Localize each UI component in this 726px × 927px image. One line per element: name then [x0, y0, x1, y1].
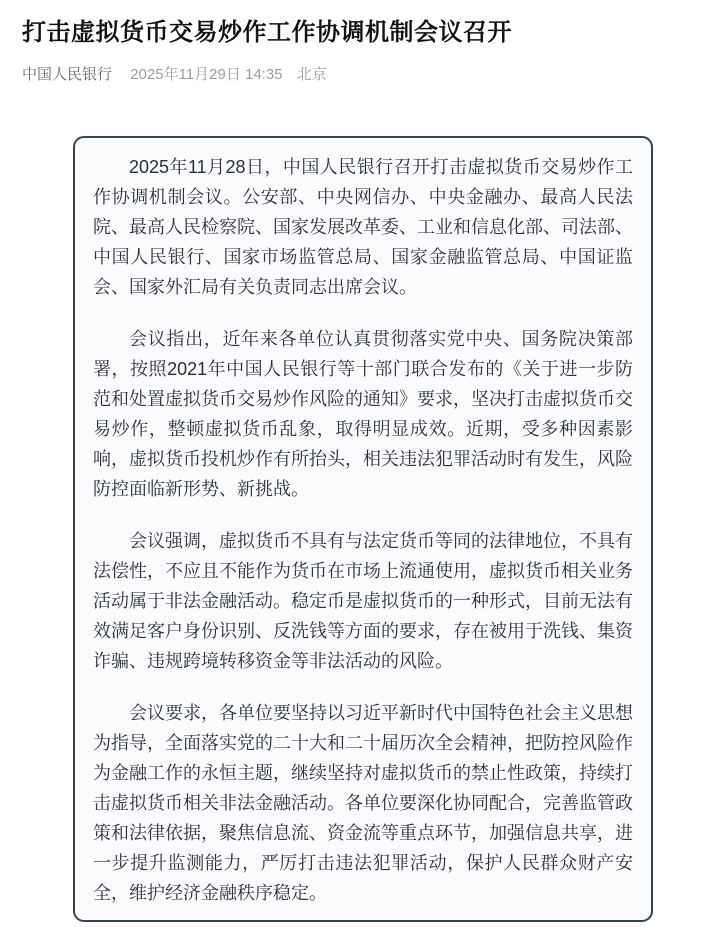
article-paragraph-2: 会议指出，近年来各单位认真贯彻落实党中央、国务院决策部署，按照2021年中国人民银行等十部门联合发布的《关于进一步防范和处置虚拟货币交易炒作风险的通知》要求，坚决打击虚拟货币交易炒作，整顿虚拟货币乱象，取得明显成效。近期，受多种因素影响，虚拟货币投机炒作有所抬头，相关违法犯罪活动时有发生，风险防控面临新形势、新挑战。	[93, 329, 633, 499]
article-meta	[22, 63, 704, 84]
article-title: 打击虚拟货币交易炒作工作协调机制会议召开	[22, 19, 512, 46]
article-content-box	[73, 136, 653, 922]
article-datetime: 2025年11月29日 14:35	[130, 66, 283, 83]
article-paragraph-3: 会议强调，虚拟货币不具有与法定货币等同的法律地位，不具有法偿性，不应且不能作为货币在市场上流通使用，虚拟货币相关业务活动属于非法金融活动。稳定币是虚拟货币的一种形式，目前无法有效满足客户身份识别、反洗钱等方面的要求，存在被用于洗钱、集资诈骗、违规跨境转移资金等非法活动的风险。	[93, 531, 633, 671]
article-paragraph-1: 2025年11月28日，中国人民银行召开打击虚拟货币交易炒作工作协调机制会议。公安部、中央网信办、中央金融办、最高人民法院、最高人民检察院、国家发展改革委、工业和信息化部、司法部、中国人民银行、国家市场监管总局、国家金融监管总局、中国证监会、国家外汇局有关负责同志出席会议。	[93, 157, 633, 297]
article-location: 北京	[296, 66, 327, 83]
article-source: 中国人民银行	[22, 66, 113, 83]
article-page	[0, 18, 726, 927]
article-paragraph-4: 会议要求，各单位要坚持以习近平新时代中国特色社会主义思想为指导，全面落实党的二十大和二十届历次全会精神，把防控风险作为金融工作的永恒主题，继续坚持对虚拟货币的禁止性政策，持续打击虚拟货币相关非法金融活动。各单位要深化协同配合，完善监管政策和法律依据，聚焦信息流、资金流等重点环节，加强信息共享，进一步提升监测能力，严厉打击违法犯罪活动，保护人民群众财产安全，维护经济金融秩序稳定。	[93, 703, 633, 903]
